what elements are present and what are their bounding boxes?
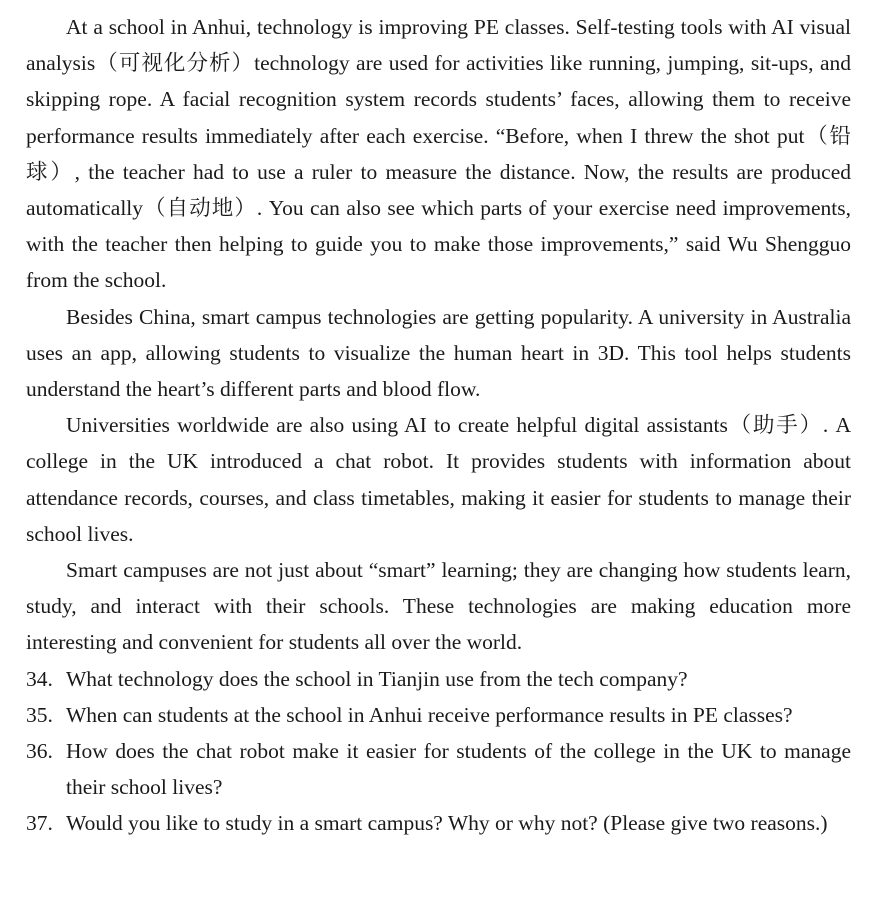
question-item <box>26 661 851 697</box>
question-text: When can students at the school in Anhui receive performance results in PE classes? <box>66 702 793 727</box>
question-text: How does the chat robot make it easier for students of the college in the UK to manage their school lives? <box>66 739 851 800</box>
question-text: Would you like to study in a smart campus? Why or why not? (Please give two reasons.) <box>66 811 828 836</box>
question-item <box>26 805 851 841</box>
passage-paragraph-2: Besides China, smart campus technologies are getting popularity. A university in Australia uses an app, allowing students to visualize the human heart in 3D. This tool helps students understand the heart’s different parts and blood flow. <box>26 304 851 402</box>
question-text: What technology does the school in Tianjin use from the tech company? <box>66 666 688 691</box>
question-number: 35. <box>26 702 53 727</box>
question-number: 34. <box>26 666 53 691</box>
passage-paragraph-3: Universities worldwide are also using AI to create helpful digital assistants（助手）. A college in the UK introduced a chat robot. It provides students with information about attendance records, courses, and class timetables, making it easier for students to manage their school lives. <box>26 413 851 546</box>
question-number: 36. <box>26 739 53 764</box>
passage-paragraph-1: At a school in Anhui, technology is improving PE classes. Self-testing tools with AI visual analysis（可视化分析）technology are used for activities like running, jumping, sit-ups, and skipping rope. A facial recognition system records students’ faces, allowing them to receive performance results immediately after each exercise. “Before, when I threw the shot put（铅球）, the teacher had to use a ruler to measure the distance. Now, the results are produced automatically（自动地）. You can also see which parts of your exercise need improvements, with the teacher then helping to guide you to make those improvements,” said Wu Shengguo from the school. <box>26 15 851 293</box>
reading-passage <box>26 9 851 661</box>
question-list <box>26 661 851 842</box>
passage-paragraph-4: Smart campuses are not just about “smart” learning; they are changing how students learn, study, and interact with their schools. These technologies are making education more interesting and convenient for students all over the world. <box>26 558 851 655</box>
question-item <box>26 697 851 733</box>
question-item <box>26 733 851 805</box>
question-number: 37. <box>26 811 53 836</box>
